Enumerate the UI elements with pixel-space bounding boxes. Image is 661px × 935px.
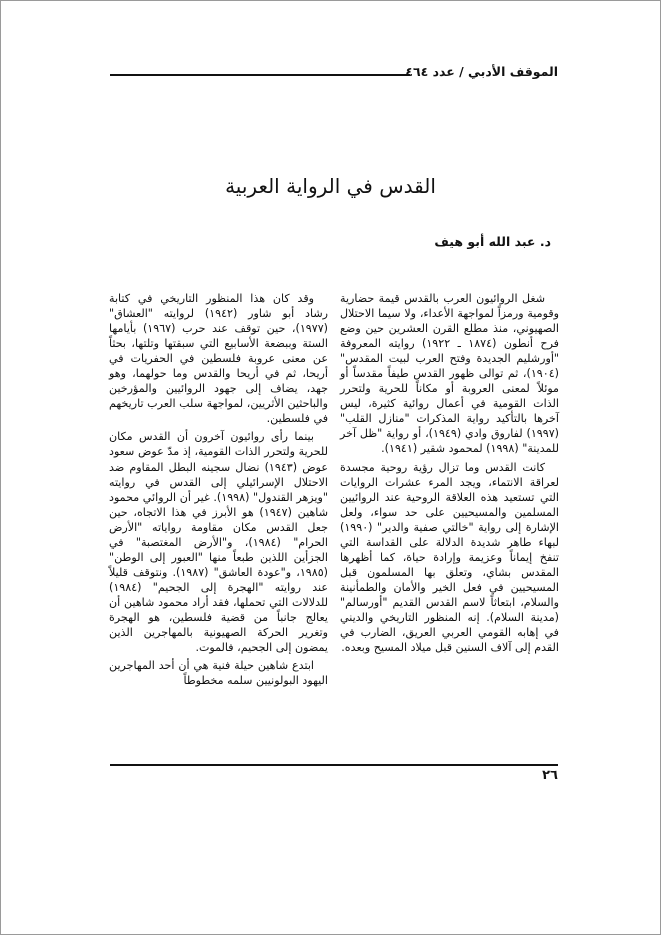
text-column-right <box>340 291 559 658</box>
article-title: القدس في الرواية العربية <box>225 174 436 198</box>
footer-rule <box>110 764 558 766</box>
paragraph: ابتدع شاهين حيلة فنية هي أن أحد المهاجرين اليهود البولونيين سلمه مخطوطاً <box>109 659 328 688</box>
paragraph: شغل الروائيون العرب بالقدس قيمة حضارية وقومية ورمزاً لمواجهة الأعداء، ولا سيما الاحتلال الصهيوني، منذ مطلع القرن العشرين حين وضع فرح أنطون (١٨٧٤ ـ ١٩٢٢) روايته المعروفة "أورشليم الجديدة وفتح العرب لبيت المقدس" (١٩٠٤)، ثم توالى ظهور القدس طيفاً مقدساً أو موئلاً لمعنى العروبة أو مكاناً للحرية ولتحرر الذات القومية في أعمال روائية كثيرة، ليس آخرها بالتأكيد رواية المذكرات "منازل القلب" (١٩٩٧) لفاروق وادي (١٩٤٩)، أو رواية "ظل آخر للمدينة" (١٩٩٨) لمحمود شقير (١٩٤١). <box>340 292 559 456</box>
paragraph: كانت القدس وما تزال رؤية روحية مجسدة لعراقة الانتماء، ويجد المرء عشرات الروايات التي تستعيد هذه العلاقة الروحية عند الروائيين المسلمين والمسيحيين على حد سواء، ولعل الإشارة إلى رواية "خالتي صفية والدير" (١٩٩٠) لبهاء طاهر شديدة الدلالة على القداسة التي تنفخ إيماناً وعزيمة وإرادة حياة، كما أظهرها المقدس بشاي، وتعلق بها المسلمون قبل المسيحيين في فعل الخير والأمان والطمأنينة والسلام، ابتعاثاً لاسم القدس القديم "أورسالم" (مدينة السلام). إنه المنظور التاريخي والديني في إهابه القومي العربي العريق، الضارب في القدم إلى آلاف السنين قبل ميلاد المسيح وبعده. <box>340 460 559 655</box>
article-author: د. عبد الله أبو هيف <box>434 234 551 249</box>
paragraph: وقد كان هذا المنظور التاريخي في كتابة رشاد أبو شاور (١٩٤٢) لروايته "العشاق" (١٩٧٧)، حين توقف عند حرب (١٩٦٧) بأيامها الستة وببضعة الأسابيع التي سبقتها وتلتها، بحثاً عن معنى عروبة فلسطين في الحفريات في أريحا، ثم في أريحا والقدس وما حولهما، وهو جهد، يضاف إلى جهود الروائيين والمؤرخين والباحثين الأثريين، لمواجهة سلب العرب تاريخهم في فلسطين. <box>109 292 329 426</box>
header-rule <box>110 74 410 76</box>
page-header <box>110 64 558 80</box>
paragraph: بينما رأى روائيون آخرون أن القدس مكان للحرية ولتحرر الذات القومية، إذ مدّ عوض سعود عوض (١٩٤٣) نضال سجينه البطل المقاوم ضد الاحتلال الإسرائيلي إلى القدس في روايته "ويزهر القندول" (١٩٩٨). غير أن الروائي محمود شاهين (١٩٤٧) هو الأبرز في هذا الاتجاه، حين جعل القدس مكان مقاومة رواياته "الأرض الحرام" (١٩٨٤)، و"الأرض المغتصبة" في الجزأين اللذين طبعاً منها "العبور إلى الوطن" (١٩٨٥، و"عودة العاشق" (١٩٨٧). ونتوقف قليلاً عند روايته "الهجرة إلى الجحيم" (١٩٨٤) للدلالات التي تحملها، فقد أراد محمود شاهين أن يعالج جانباً من قضية فلسطين، هو الهجرة وتغرير الحركة الصهيونية بالمهاجرين الذين يمضون إلى الجحيم، فالموت. <box>109 430 328 655</box>
text-column-left <box>109 291 328 691</box>
page-number: ٢٦ <box>542 768 558 783</box>
journal-issue-label: الموقف الأدبي / عدد ٤٦٤ <box>405 64 558 79</box>
